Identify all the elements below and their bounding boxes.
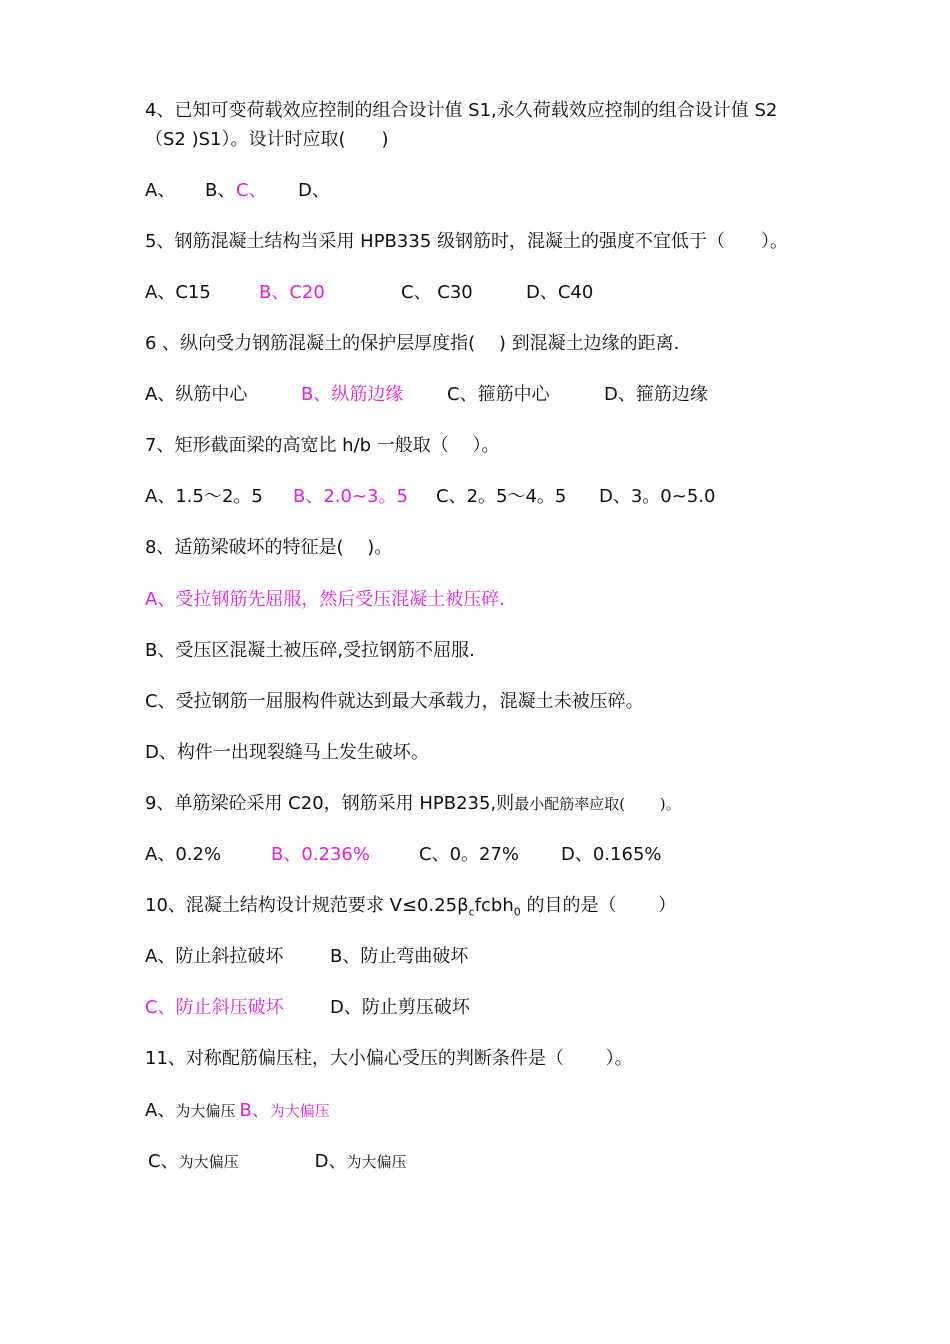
q7-option-b-answer: B、2.0~3。5	[293, 486, 408, 507]
q11-option-b-text-answer: 为大偏压	[269, 1102, 330, 1120]
q10-sub-c: c	[468, 905, 475, 919]
q9-stem	[145, 792, 681, 816]
q4-option-a: A、	[145, 180, 176, 201]
q11-option-d-text: 为大偏压	[346, 1153, 407, 1171]
q10-stem-mid: fcbh	[474, 895, 514, 916]
q5-option-d: D、C40	[526, 282, 594, 303]
q8-stem: 8、适筋梁破坏的特征是( )。	[145, 537, 393, 558]
q7-option-c: C、2。5～4。5	[436, 486, 567, 507]
q10-stem	[145, 894, 676, 925]
q9-option-c: C、0。27%	[419, 844, 520, 865]
q4-options	[145, 179, 330, 203]
q11-option-a-label: A、	[145, 1100, 176, 1121]
q11-option-c-label: C、	[148, 1151, 179, 1172]
q5-option-a: A、C15	[145, 282, 211, 303]
q6-option-c: C、箍筋中心	[447, 384, 550, 405]
q11-option-b-label-answer: B、	[239, 1100, 270, 1121]
q7-stem: 7、矩形截面梁的高宽比 h/b 一般取（ ）。	[145, 435, 500, 456]
q8-option-c: C、受拉钢筋一屈服构件就达到最大承载力，混凝土未被压碎。	[145, 691, 644, 712]
q5-option-c: C、 C30	[401, 282, 473, 303]
q11-options-cd	[148, 1150, 406, 1174]
q9-stem-main: 9、单筋梁砼采用 C20，钢筋采用 HPB235,则	[145, 793, 515, 814]
q6-option-d: D、箍筋边缘	[604, 384, 708, 405]
q7-option-d: D、3。0~5.0	[599, 486, 716, 507]
q5-stem: 5、钢筋混凝土结构当采用 HPB335 级钢筋时，混凝土的强度不宜低于（ ）。	[145, 231, 788, 252]
q4-option-b: B、	[205, 180, 236, 201]
q10-stem-post: 的目的是（ ）	[520, 895, 677, 916]
q5-option-b-answer: B、C20	[259, 282, 325, 303]
q6-stem: 6 、纵向受力钢筋混凝土的保护层厚度指( ) 到混凝土边缘的距离.	[145, 333, 680, 354]
q9-option-d: D、0.165%	[561, 844, 662, 865]
q10-option-d: D、防止剪压破坏	[330, 997, 470, 1018]
q5-options	[145, 281, 593, 305]
q10-stem-pre: 10、混凝土结构设计规范要求 V≤0.25β	[145, 895, 469, 916]
q11-stem: 11、对称配筋偏压柱，大小偏心受压的判断条件是（ ）。	[145, 1048, 633, 1069]
q10-option-a: A、防止斜拉破坏	[145, 946, 284, 967]
q8-option-a-answer: A、受拉钢筋先屈服，然后受压混凝土被压碎.	[145, 589, 506, 610]
q11-option-a-text: 为大偏压	[175, 1102, 236, 1120]
q10-option-c-answer: C、防止斜压破坏	[145, 997, 284, 1018]
q11-options-ab	[145, 1099, 330, 1123]
q6-options	[145, 383, 708, 407]
q7-options	[145, 485, 715, 509]
q8-option-d: D、构件一出现裂缝马上发生破坏。	[145, 742, 429, 763]
q10-options-cd	[145, 996, 470, 1020]
q9-options	[145, 843, 662, 867]
q6-option-a: A、纵筋中心	[145, 384, 248, 405]
q11-option-c-text: 为大偏压	[178, 1153, 239, 1171]
q9-option-a: A、0.2%	[145, 844, 222, 865]
q10-options-ab	[145, 945, 468, 969]
q8-option-b: B、受压区混凝土被压碎,受拉钢筋不屈服.	[145, 640, 475, 661]
q7-option-a: A、1.5～2。5	[145, 486, 263, 507]
q11-option-d-label: D、	[314, 1151, 347, 1172]
q9-stem-small: 最小配筋率应取( )。	[514, 795, 681, 813]
q4-option-c-answer: C、	[236, 180, 267, 201]
q10-option-b: B、防止弯曲破坏	[330, 946, 469, 967]
q9-option-b-answer: B、0.236%	[271, 844, 370, 865]
q4-stem-line1: 4、已知可变荷载效应控制的组合设计值 S1,永久荷载效应控制的组合设计值 S2	[145, 100, 778, 121]
q10-sub-0: 0	[513, 905, 521, 919]
q4-stem-line2: （S2 )S1）。设计时应取( )	[145, 129, 389, 150]
q6-option-b-answer: B、纵筋边缘	[301, 384, 404, 405]
q4-option-d: D、	[298, 180, 330, 201]
